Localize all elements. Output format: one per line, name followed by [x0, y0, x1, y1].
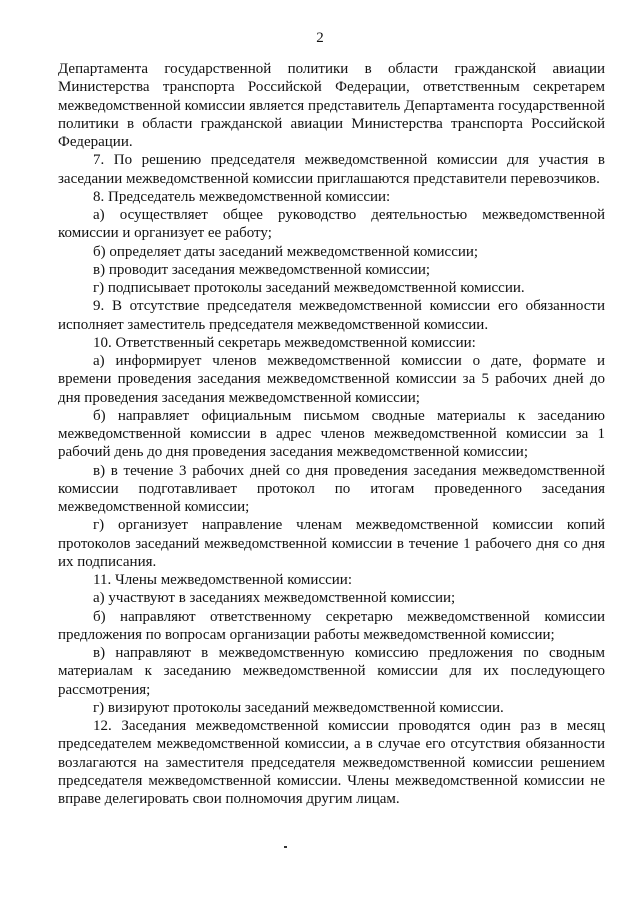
- paragraph-item-11c: в) направляют в межведомственную комиссию предложения по сводным материалам к заседанию межведомственной комиссии для их последующего рассмотрения;: [58, 645, 605, 698]
- paragraph-department-secretary: Департамента государственной политики в области гражданской авиации Министерства транспорта Российской Федерации, ответственным секретарем межведомственной комиссии является представитель Департамента государственной политики в области гражданской авиации Министерства транспорта Российской Федерации.: [58, 61, 605, 150]
- paragraph-item-8d: г) подписывает протоколы заседаний межведомственной комиссии.: [93, 280, 525, 296]
- paragraph-item-7: 7. По решению председателя межведомственной комиссии для участия в заседании межведомственной комиссии приглашаются представители перевозчиков.: [58, 152, 605, 187]
- paragraph-item-10-heading: 10. Ответственный секретарь межведомственной комиссии:: [93, 334, 476, 351]
- paragraph-item-9: 9. В отсутствие председателя межведомственной комиссии его обязанности исполняет заместитель председателя межведомственной комиссии.: [58, 298, 605, 333]
- paragraph-item-10c: в) в течение 3 рабочих дней со дня проведения заседания межведомственной комиссии подготавливает протокол по итогам проведенного заседания межведомственной комиссии;: [58, 462, 605, 515]
- paragraph-item-8-heading: 8. Председатель межведомственной комиссии:: [93, 188, 391, 205]
- paragraph-item-8b: б) определяет даты заседаний межведомственной комиссии;: [93, 243, 479, 260]
- paragraph-item-8a: а) осуществляет общее руководство деятельностью межведомственной комиссии и организует ее работу;: [58, 207, 605, 242]
- paragraph-item-10b: б) направляет официальным письмом сводные материалы к заседанию межведомственной комиссии в адрес членов межведомственной комиссии за 1 рабочий день до дня проведения заседания межведомственной комиссии;: [58, 407, 605, 461]
- paragraph-item-11b: б) направляют ответственному секретарю межведомственной комиссии предложения по вопросам организации работы межведомственной комиссии;: [58, 608, 605, 643]
- paragraph-item-11a: а) участвуют в заседаниях межведомственной комиссии;: [93, 590, 456, 607]
- paragraph-item-11-heading: 11. Члены межведомственной комиссии:: [93, 572, 352, 588]
- paragraph-item-8c: в) проводит заседания межведомственной комиссии;: [93, 261, 431, 278]
- scan-dot-mark: [284, 846, 287, 848]
- paragraph-item-11d: г) визируют протоколы заседаний межведомственной комиссии.: [93, 699, 504, 716]
- paragraph-item-12: 12. Заседания межведомственной комиссии проводятся один раз в месяц председателем межведомственной комиссии, а в случае его отсутствия обязанности возлагаются на заместителя председателя межведомственной комиссии решением председателя межведомственной комиссии. Члены межведомственной комиссии не вправе делегировать свои полномочия другим лицам.: [58, 718, 605, 807]
- paragraph-item-10d: г) организует направление членам межведомственной комиссии копий протоколов заседаний межведомственной комиссии в течение 1 рабочего дня со дня их подписания.: [58, 517, 605, 570]
- page-number: 2: [316, 30, 324, 46]
- document-body: [58, 60, 605, 808]
- paragraph-item-10a: а) информирует членов межведомственной комиссии о дате, формате и времени проведения заседания межведомственной комиссии за 5 рабочих дней до дня проведения заседания межведомственной комиссии;: [58, 353, 605, 406]
